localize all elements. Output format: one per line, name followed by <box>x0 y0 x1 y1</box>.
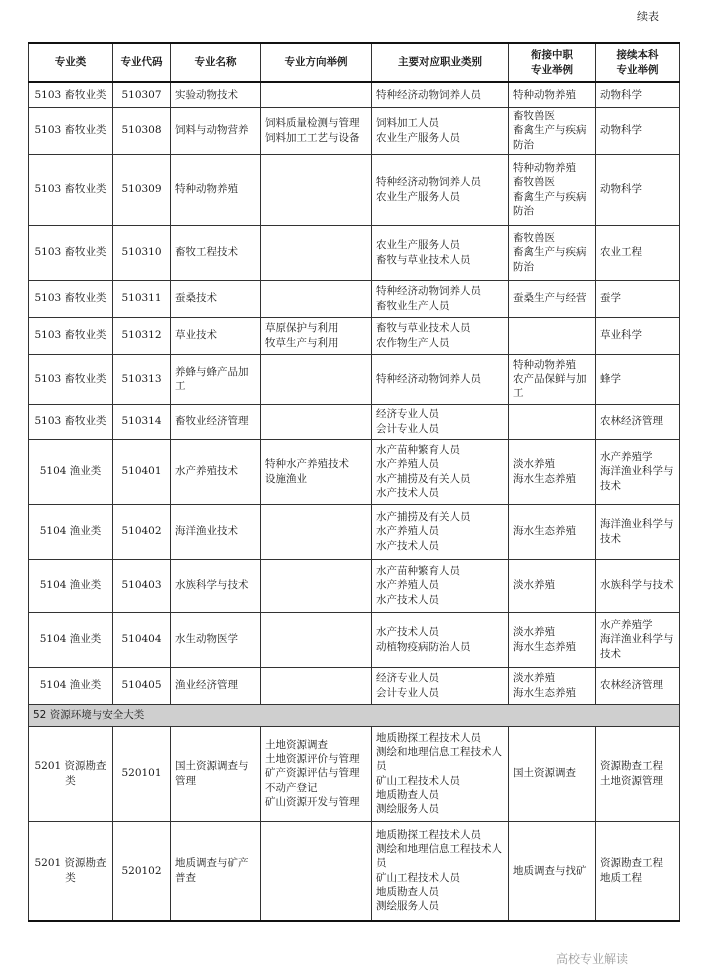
table-body <box>29 82 680 921</box>
header-occupation: 主要对应职业类别 <box>372 43 509 82</box>
group-label: 52 资源环境与安全大类 <box>29 704 680 726</box>
header-direction: 专业方向举例 <box>261 43 372 82</box>
table-row <box>29 504 680 559</box>
row-direction <box>261 667 372 704</box>
row-secondary: 国土资源调查 <box>509 726 596 821</box>
table-row <box>29 559 680 612</box>
row-category: 5104 渔业类 <box>29 559 113 612</box>
row-name: 海洋渔业技术 <box>171 504 261 559</box>
row-direction <box>261 225 372 280</box>
row-code: 510405 <box>113 667 171 704</box>
row-undergrad: 农林经济管理 <box>596 404 680 439</box>
row-undergrad: 动物科学 <box>596 107 680 154</box>
row-occupation: 水产捕捞及有关人员 水产养殖人员 水产技术人员 <box>372 504 509 559</box>
watermark-text: 高校专业解读 <box>556 952 629 966</box>
row-direction <box>261 559 372 612</box>
row-direction <box>261 154 372 225</box>
row-occupation: 地质勘探工程技术人员 测绘和地理信息工程技术人员 矿山工程技术人员 地质勘查人员 测绘服务人员 <box>372 821 509 921</box>
row-name: 水生动物医学 <box>171 612 261 667</box>
row-category: 5103 畜牧业类 <box>29 107 113 154</box>
major-catalog-table <box>28 42 680 922</box>
row-category: 5104 渔业类 <box>29 667 113 704</box>
row-code: 510403 <box>113 559 171 612</box>
table-row <box>29 107 680 154</box>
table-row <box>29 612 680 667</box>
row-category: 5103 畜牧业类 <box>29 317 113 354</box>
row-undergrad: 农业工程 <box>596 225 680 280</box>
table-row <box>29 667 680 704</box>
row-code: 510402 <box>113 504 171 559</box>
row-name: 畜牧工程技术 <box>171 225 261 280</box>
row-category: 5201 资源勘查类 <box>29 821 113 921</box>
continued-label: 续表 <box>637 10 659 23</box>
row-direction: 特种水产养殖技术 设施渔业 <box>261 439 372 504</box>
row-undergrad: 水产养殖学 海洋渔业科学与技术 <box>596 439 680 504</box>
table-row <box>29 280 680 317</box>
row-secondary <box>509 404 596 439</box>
header-secondary: 衔接中职 专业举例 <box>509 43 596 82</box>
row-undergrad: 农林经济管理 <box>596 667 680 704</box>
row-direction: 土地资源调查 土地资源评价与管理 矿产资源评估与管理 不动产登记 矿山资源开发与管理 <box>261 726 372 821</box>
row-direction <box>261 354 372 404</box>
row-occupation: 水产技术人员 动植物疫病防治人员 <box>372 612 509 667</box>
row-undergrad: 动物科学 <box>596 154 680 225</box>
row-undergrad: 动物科学 <box>596 82 680 107</box>
row-occupation: 地质勘探工程技术人员 测绘和地理信息工程技术人员 矿山工程技术人员 地质勘查人员 测绘服务人员 <box>372 726 509 821</box>
row-name: 养蜂与蜂产品加工 <box>171 354 261 404</box>
row-direction <box>261 821 372 921</box>
row-occupation: 特种经济动物饲养人员 <box>372 82 509 107</box>
row-direction <box>261 404 372 439</box>
row-name: 蚕桑技术 <box>171 280 261 317</box>
row-direction <box>261 82 372 107</box>
table-row <box>29 154 680 225</box>
row-occupation: 经济专业人员 会计专业人员 <box>372 404 509 439</box>
row-occupation: 经济专业人员 会计专业人员 <box>372 667 509 704</box>
row-secondary: 淡水养殖 <box>509 559 596 612</box>
row-category: 5103 畜牧业类 <box>29 354 113 404</box>
row-occupation: 畜牧与草业技术人员 农作物生产人员 <box>372 317 509 354</box>
row-occupation: 饲料加工人员 农业生产服务人员 <box>372 107 509 154</box>
row-code: 510307 <box>113 82 171 107</box>
row-code: 510314 <box>113 404 171 439</box>
header-undergrad: 接续本科 专业举例 <box>596 43 680 82</box>
row-category: 5103 畜牧业类 <box>29 280 113 317</box>
row-undergrad: 草业科学 <box>596 317 680 354</box>
row-code: 510313 <box>113 354 171 404</box>
row-direction: 饲料质量检测与管理 饲料加工工艺与设备 <box>261 107 372 154</box>
row-code: 510310 <box>113 225 171 280</box>
row-code: 520102 <box>113 821 171 921</box>
row-direction <box>261 612 372 667</box>
table-row <box>29 354 680 404</box>
row-undergrad: 资源勘查工程 地质工程 <box>596 821 680 921</box>
row-name: 水产养殖技术 <box>171 439 261 504</box>
row-code: 510309 <box>113 154 171 225</box>
row-secondary: 特种动物养殖 农产品保鲜与加工 <box>509 354 596 404</box>
table-row <box>29 82 680 107</box>
row-category: 5103 畜牧业类 <box>29 225 113 280</box>
row-occupation: 水产苗种繁育人员 水产养殖人员 水产技术人员 <box>372 559 509 612</box>
row-secondary: 特种动物养殖 <box>509 82 596 107</box>
table-row <box>29 726 680 821</box>
header-code: 专业代码 <box>113 43 171 82</box>
row-code: 510312 <box>113 317 171 354</box>
row-occupation: 农业生产服务人员 畜牧与草业技术人员 <box>372 225 509 280</box>
row-name: 草业技术 <box>171 317 261 354</box>
row-name: 饲料与动物营养 <box>171 107 261 154</box>
row-code: 510308 <box>113 107 171 154</box>
row-name: 特种动物养殖 <box>171 154 261 225</box>
row-undergrad: 蜂学 <box>596 354 680 404</box>
header-category: 专业类 <box>29 43 113 82</box>
row-name: 实验动物技术 <box>171 82 261 107</box>
row-name: 渔业经济管理 <box>171 667 261 704</box>
row-occupation: 特种经济动物饲养人员 <box>372 354 509 404</box>
row-direction <box>261 280 372 317</box>
table-row <box>29 225 680 280</box>
row-name: 国土资源调查与管理 <box>171 726 261 821</box>
row-occupation: 水产苗种繁育人员 水产养殖人员 水产捕捞及有关人员 水产技术人员 <box>372 439 509 504</box>
group-row <box>29 704 680 726</box>
table-row <box>29 821 680 921</box>
row-code: 510311 <box>113 280 171 317</box>
row-category: 5104 渔业类 <box>29 504 113 559</box>
row-name: 畜牧业经济管理 <box>171 404 261 439</box>
row-category: 5103 畜牧业类 <box>29 404 113 439</box>
row-secondary: 蚕桑生产与经营 <box>509 280 596 317</box>
table-row <box>29 404 680 439</box>
row-undergrad: 海洋渔业科学与技术 <box>596 504 680 559</box>
row-secondary: 畜牧兽医 畜禽生产与疾病防治 <box>509 225 596 280</box>
table-header-row <box>29 43 680 82</box>
row-secondary: 淡水养殖 海水生态养殖 <box>509 667 596 704</box>
row-category: 5104 渔业类 <box>29 439 113 504</box>
row-undergrad: 资源勘查工程 土地资源管理 <box>596 726 680 821</box>
row-undergrad: 蚕学 <box>596 280 680 317</box>
row-occupation: 特种经济动物饲养人员 畜牧业生产人员 <box>372 280 509 317</box>
row-secondary: 地质调查与找矿 <box>509 821 596 921</box>
row-secondary <box>509 317 596 354</box>
row-name: 水族科学与技术 <box>171 559 261 612</box>
row-direction: 草原保护与利用 牧草生产与利用 <box>261 317 372 354</box>
row-direction <box>261 504 372 559</box>
row-name: 地质调查与矿产普查 <box>171 821 261 921</box>
table-row <box>29 439 680 504</box>
row-secondary: 海水生态养殖 <box>509 504 596 559</box>
row-secondary: 畜牧兽医 畜禽生产与疾病防治 <box>509 107 596 154</box>
row-code: 510404 <box>113 612 171 667</box>
row-secondary: 淡水养殖 海水生态养殖 <box>509 439 596 504</box>
row-category: 5103 畜牧业类 <box>29 154 113 225</box>
row-category: 5103 畜牧业类 <box>29 82 113 107</box>
row-category: 5201 资源勘查类 <box>29 726 113 821</box>
header-name: 专业名称 <box>171 43 261 82</box>
row-category: 5104 渔业类 <box>29 612 113 667</box>
row-occupation: 特种经济动物饲养人员 农业生产服务人员 <box>372 154 509 225</box>
row-code: 510401 <box>113 439 171 504</box>
row-secondary: 淡水养殖 海水生态养殖 <box>509 612 596 667</box>
row-secondary: 特种动物养殖 畜牧兽医 畜禽生产与疾病防治 <box>509 154 596 225</box>
table-row <box>29 317 680 354</box>
row-undergrad: 水产养殖学 海洋渔业科学与技术 <box>596 612 680 667</box>
row-code: 520101 <box>113 726 171 821</box>
row-undergrad: 水族科学与技术 <box>596 559 680 612</box>
